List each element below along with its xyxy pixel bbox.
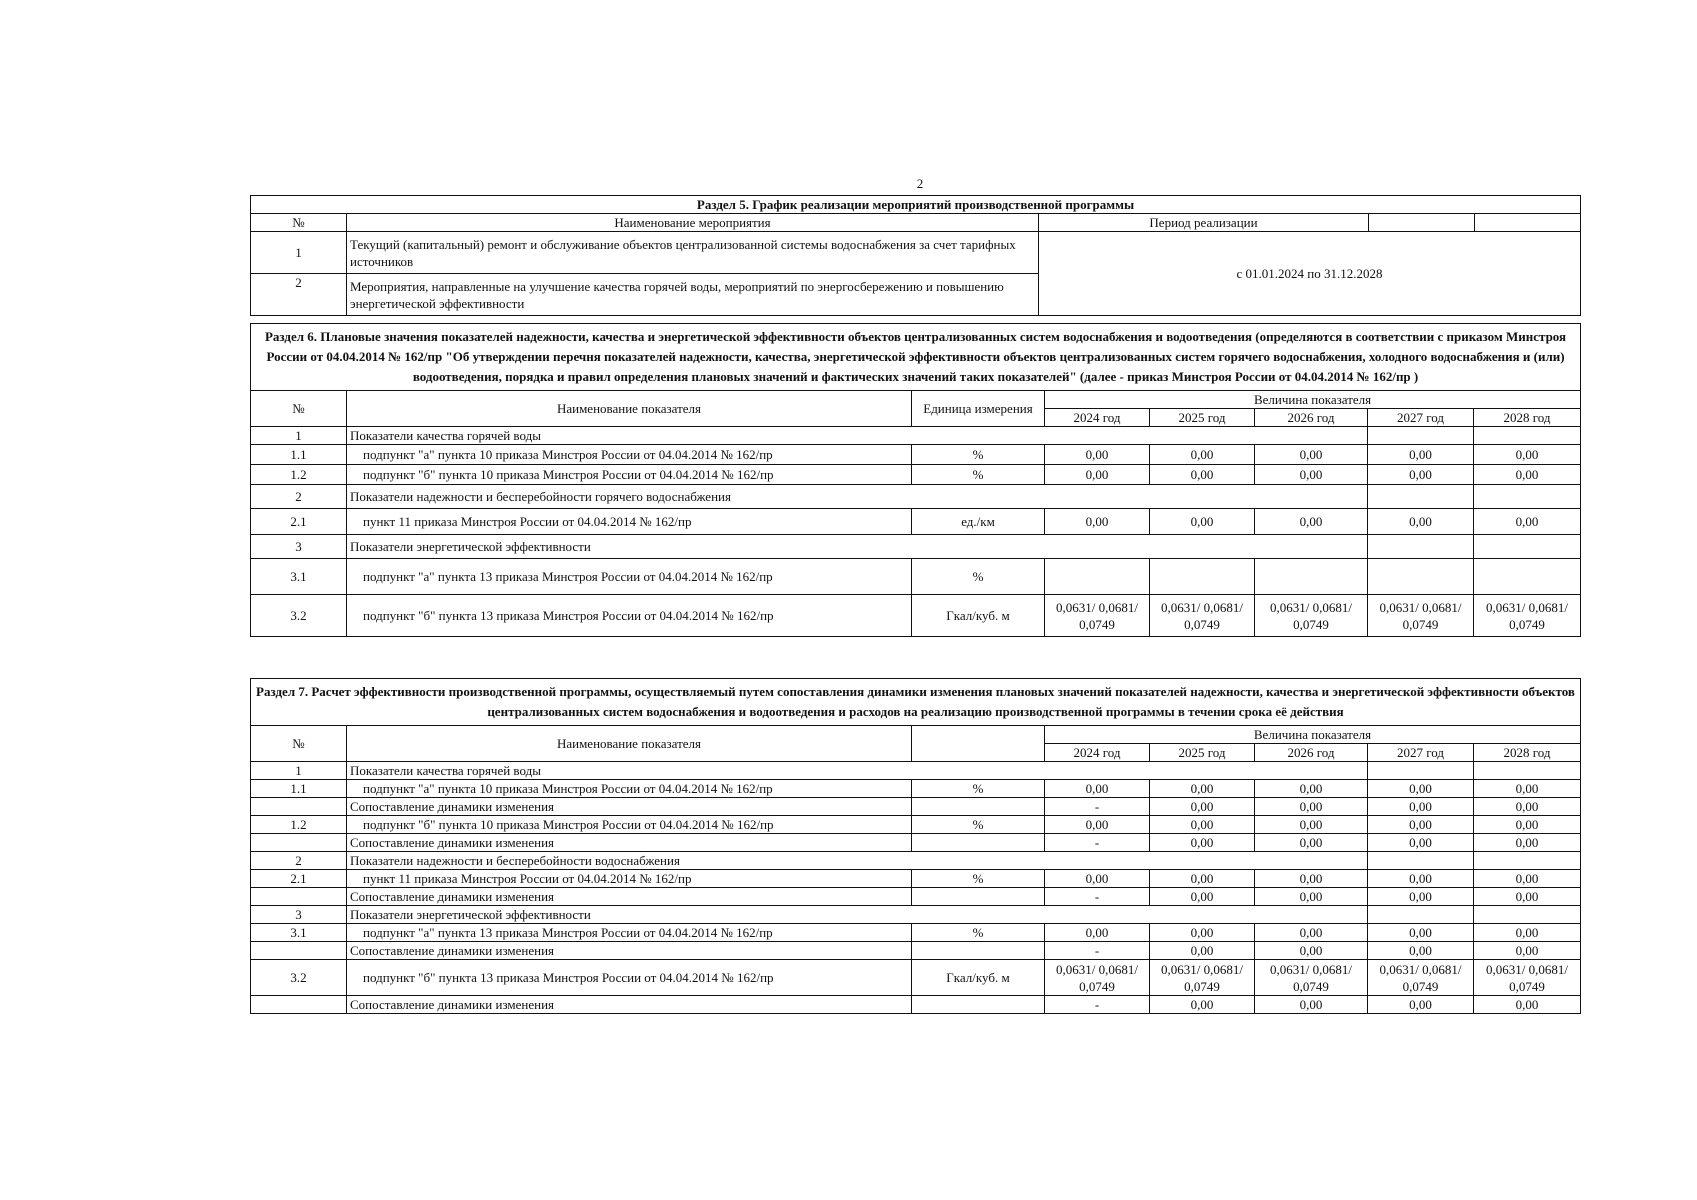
year-header: 2027 год: [1368, 744, 1474, 762]
row-name: подпункт "а" пункта 13 приказа Минстроя России от 04.04.2014 № 162/пр: [347, 559, 912, 595]
row-unit: %: [912, 465, 1045, 485]
page-number: 2: [916, 176, 924, 191]
group-row: [251, 762, 1581, 780]
row-name: подпункт "б" пункта 13 приказа Минстроя России от 04.04.2014 № 162/пр: [347, 960, 912, 996]
row-value: 0,00: [1045, 465, 1150, 485]
row-name: Сопоставление динамики изменения: [347, 834, 912, 852]
row-value: 0,00: [1255, 816, 1368, 834]
row-value: 0,00: [1474, 798, 1581, 816]
row-value: [1045, 559, 1150, 595]
indicator-row: [251, 465, 1581, 485]
row-unit: [912, 942, 1045, 960]
row-unit: %: [912, 559, 1045, 595]
group-row: [251, 535, 1581, 559]
row-value: 0,00: [1368, 509, 1474, 535]
section5-row-no: 2: [251, 274, 347, 316]
section5-table: [250, 195, 1581, 316]
row-unit: Гкал/куб. м: [912, 595, 1045, 637]
row-value: [1255, 559, 1368, 595]
row-value: 0,00: [1255, 942, 1368, 960]
section5-col-period: Период реализации: [1039, 214, 1369, 232]
empty-cell: [1475, 214, 1581, 232]
section5-col-no: №: [251, 214, 347, 232]
row-unit: [912, 996, 1045, 1014]
row-name: Сопоставление динамики изменения: [347, 888, 912, 906]
row-value: 0,00: [1255, 509, 1368, 535]
year-header: 2028 год: [1474, 409, 1581, 427]
row-value: -: [1045, 888, 1150, 906]
row-number: [251, 888, 347, 906]
row-value: 0,00: [1150, 888, 1255, 906]
row-number: [251, 798, 347, 816]
row-value: 0,00: [1474, 816, 1581, 834]
row-value: 0,00: [1368, 445, 1474, 465]
section7-table: [250, 678, 1581, 1014]
row-value: 0,00: [1150, 942, 1255, 960]
row-unit: %: [912, 924, 1045, 942]
row-number: 2.1: [251, 509, 347, 535]
group-row: [251, 852, 1581, 870]
row-unit: %: [912, 870, 1045, 888]
group-row: [251, 485, 1581, 509]
row-number: [251, 996, 347, 1014]
row-value: 0,00: [1255, 780, 1368, 798]
row-number: 2: [251, 852, 347, 870]
row-value: 0,00: [1474, 924, 1581, 942]
row-value: 0,00: [1474, 465, 1581, 485]
row-number: [251, 942, 347, 960]
row-value: 0,0631/ 0,0681/ 0,0749: [1045, 960, 1150, 996]
row-value: 0,00: [1255, 888, 1368, 906]
row-number: 3.1: [251, 924, 347, 942]
row-number: 3.2: [251, 960, 347, 996]
row-unit: [912, 834, 1045, 852]
row-name: подпункт "а" пункта 13 приказа Минстроя России от 04.04.2014 № 162/пр: [347, 924, 912, 942]
row-value: 0,00: [1368, 780, 1474, 798]
row-value: 0,00: [1045, 509, 1150, 535]
row-name: подпункт "а" пункта 10 приказа Минстроя России от 04.04.2014 № 162/пр: [347, 445, 912, 465]
empty-cell: [1369, 214, 1475, 232]
section7-col-no: №: [251, 726, 347, 762]
row-value: 0,00: [1368, 834, 1474, 852]
empty-cell: [1368, 427, 1474, 445]
row-value: 0,0631/ 0,0681/ 0,0749: [1045, 595, 1150, 637]
row-value: 0,0631/ 0,0681/ 0,0749: [1150, 595, 1255, 637]
year-header: 2026 год: [1255, 744, 1368, 762]
row-name: Показатели качества горячей воды: [347, 427, 1368, 445]
indicator-row: [251, 816, 1581, 834]
row-value: 0,0631/ 0,0681/ 0,0749: [1368, 960, 1474, 996]
row-value: 0,00: [1474, 834, 1581, 852]
row-value: 0,00: [1368, 870, 1474, 888]
section5-row-name: Мероприятия, направленные на улучшение качества горячей воды, мероприятий по энергосбережению и повышению энергетической эффективности: [347, 274, 1039, 316]
row-value: 0,00: [1150, 816, 1255, 834]
row-value: 0,00: [1368, 996, 1474, 1014]
row-value: -: [1045, 996, 1150, 1014]
row-value: 0,00: [1474, 509, 1581, 535]
section6-title: Раздел 6. Плановые значения показателей надежности, качества и энергетической эффективности объектов централизованных систем водоснабжения и водоотведения (определяются в соответствии с приказом Минстроя России от 04.04.2014 № 162/пр "Об утверждении перечня показателей надежности, качества, энергетической эффективности объектов централизованных систем горячего водоснабжения, холодного водоснабжения и (или) водоотведения, порядка и правил определения плановых значений и фактических значений таких показателей" (далее - приказ Минстроя России от 04.04.2014 № 162/пр ): [251, 324, 1581, 391]
section5-col-name: Наименование мероприятия: [347, 214, 1039, 232]
row-value: 0,00: [1045, 780, 1150, 798]
year-header: 2024 год: [1045, 409, 1150, 427]
row-value: 0,00: [1474, 870, 1581, 888]
indicator-row: [251, 960, 1581, 996]
comparison-row: [251, 888, 1581, 906]
indicator-row: [251, 870, 1581, 888]
row-value: 0,00: [1150, 780, 1255, 798]
row-value: [1474, 559, 1581, 595]
comparison-row: [251, 798, 1581, 816]
section6-col-name: Наименование показателя: [347, 391, 912, 427]
row-value: 0,00: [1368, 465, 1474, 485]
row-value: -: [1045, 834, 1150, 852]
section6-table: [250, 323, 1581, 637]
row-name: подпункт "б" пункта 10 приказа Минстроя России от 04.04.2014 № 162/пр: [347, 816, 912, 834]
indicator-row: [251, 509, 1581, 535]
row-value: 0,0631/ 0,0681/ 0,0749: [1150, 960, 1255, 996]
row-value: 0,00: [1474, 942, 1581, 960]
row-value: [1368, 559, 1474, 595]
empty-cell: [1368, 485, 1474, 509]
row-number: 1.1: [251, 780, 347, 798]
row-unit: %: [912, 445, 1045, 465]
row-number: [251, 834, 347, 852]
row-value: 0,00: [1368, 888, 1474, 906]
comparison-row: [251, 834, 1581, 852]
row-unit: %: [912, 816, 1045, 834]
row-value: -: [1045, 798, 1150, 816]
row-value: 0,00: [1255, 465, 1368, 485]
section7-col-name: Наименование показателя: [347, 726, 912, 762]
row-value: 0,00: [1368, 924, 1474, 942]
row-value: 0,00: [1474, 996, 1581, 1014]
group-row: [251, 427, 1581, 445]
row-number: 3: [251, 535, 347, 559]
row-value: 0,00: [1255, 924, 1368, 942]
row-value: 0,0631/ 0,0681/ 0,0749: [1255, 595, 1368, 637]
year-header: 2024 год: [1045, 744, 1150, 762]
row-value: 0,00: [1150, 924, 1255, 942]
row-name: подпункт "б" пункта 13 приказа Минстроя России от 04.04.2014 № 162/пр: [347, 595, 912, 637]
row-value: 0,00: [1150, 465, 1255, 485]
row-number: 1.2: [251, 816, 347, 834]
empty-cell: [1474, 535, 1581, 559]
row-value: 0,00: [1045, 445, 1150, 465]
row-number: 3.2: [251, 595, 347, 637]
row-value: 0,00: [1150, 996, 1255, 1014]
year-header: 2025 год: [1150, 744, 1255, 762]
row-value: [1150, 559, 1255, 595]
empty-cell: [1368, 906, 1474, 924]
row-unit: ед./км: [912, 509, 1045, 535]
section7-col-value: Величина показателя: [1045, 726, 1581, 744]
row-value: 0,00: [1255, 445, 1368, 465]
row-value: 0,0631/ 0,0681/ 0,0749: [1368, 595, 1474, 637]
row-number: 3: [251, 906, 347, 924]
empty-cell: [1474, 427, 1581, 445]
row-name: Показатели энергетической эффективности: [347, 535, 1368, 559]
row-value: 0,00: [1474, 780, 1581, 798]
row-name: Сопоставление динамики изменения: [347, 996, 912, 1014]
row-unit: [912, 798, 1045, 816]
row-name: пункт 11 приказа Минстроя России от 04.04.2014 № 162/пр: [347, 509, 912, 535]
row-name: Показатели надежности и бесперебойности горячего водоснабжения: [347, 485, 1368, 509]
row-value: 0,00: [1368, 816, 1474, 834]
row-value: 0,00: [1474, 888, 1581, 906]
empty-cell: [1474, 852, 1581, 870]
row-number: 1: [251, 762, 347, 780]
row-value: 0,00: [1368, 798, 1474, 816]
section5-period: с 01.01.2024 по 31.12.2028: [1039, 232, 1581, 316]
empty-cell: [1474, 906, 1581, 924]
row-value: 0,00: [1150, 509, 1255, 535]
row-unit: %: [912, 780, 1045, 798]
indicator-row: [251, 780, 1581, 798]
row-value: 0,00: [1045, 870, 1150, 888]
empty-cell: [912, 726, 1045, 762]
row-name: Показатели надежности и бесперебойности водоснабжения: [347, 852, 1368, 870]
empty-cell: [1474, 762, 1581, 780]
empty-cell: [1368, 762, 1474, 780]
row-number: 2: [251, 485, 347, 509]
indicator-row: [251, 559, 1581, 595]
row-unit: Гкал/куб. м: [912, 960, 1045, 996]
row-value: -: [1045, 942, 1150, 960]
section6-col-value: Величина показателя: [1045, 391, 1581, 409]
year-header: 2028 год: [1474, 744, 1581, 762]
section5-title: Раздел 5. График реализации мероприятий производственной программы: [251, 196, 1581, 214]
row-value: 0,00: [1150, 870, 1255, 888]
section5-row-no: 1: [251, 232, 347, 274]
year-header: 2025 год: [1150, 409, 1255, 427]
row-number: 3.1: [251, 559, 347, 595]
row-value: 0,00: [1255, 798, 1368, 816]
row-name: подпункт "а" пункта 10 приказа Минстроя России от 04.04.2014 № 162/пр: [347, 780, 912, 798]
section7-title: Раздел 7. Расчет эффективности производственной программы, осуществляемый путем сопоставления динамики изменения плановых значений показателей надежности, качества и энергетической эффективности объектов централизованных систем водоснабжения и водоотведения и расходов на реализацию производственной программы в течении срока её действия: [251, 679, 1581, 726]
year-header: 2026 год: [1255, 409, 1368, 427]
indicator-row: [251, 445, 1581, 465]
row-number: 1: [251, 427, 347, 445]
section6-col-unit: Единица измерения: [912, 391, 1045, 427]
row-value: 0,0631/ 0,0681/ 0,0749: [1255, 960, 1368, 996]
comparison-row: [251, 996, 1581, 1014]
row-name: пункт 11 приказа Минстроя России от 04.04.2014 № 162/пр: [347, 870, 912, 888]
row-name: Показатели энергетической эффективности: [347, 906, 1368, 924]
row-name: подпункт "б" пункта 10 приказа Минстроя России от 04.04.2014 № 162/пр: [347, 465, 912, 485]
row-unit: [912, 888, 1045, 906]
indicator-row: [251, 924, 1581, 942]
row-number: 1.2: [251, 465, 347, 485]
indicator-row: [251, 595, 1581, 637]
row-value: 0,00: [1474, 445, 1581, 465]
section6-col-no: №: [251, 391, 347, 427]
row-number: 1.1: [251, 445, 347, 465]
row-number: 2.1: [251, 870, 347, 888]
row-name: Показатели качества горячей воды: [347, 762, 1368, 780]
row-value: 0,00: [1255, 870, 1368, 888]
row-value: 0,0631/ 0,0681/ 0,0749: [1474, 595, 1581, 637]
year-header: 2027 год: [1368, 409, 1474, 427]
empty-cell: [1368, 852, 1474, 870]
row-value: 0,00: [1150, 798, 1255, 816]
group-row: [251, 906, 1581, 924]
row-value: 0,00: [1045, 816, 1150, 834]
row-value: 0,00: [1368, 942, 1474, 960]
row-value: 0,00: [1150, 834, 1255, 852]
row-value: 0,00: [1150, 445, 1255, 465]
row-name: Сопоставление динамики изменения: [347, 798, 912, 816]
row-name: Сопоставление динамики изменения: [347, 942, 912, 960]
row-value: 0,00: [1255, 834, 1368, 852]
empty-cell: [1474, 485, 1581, 509]
row-value: 0,00: [1255, 996, 1368, 1014]
comparison-row: [251, 942, 1581, 960]
row-value: 0,00: [1045, 924, 1150, 942]
empty-cell: [1368, 535, 1474, 559]
section5-row-name: Текущий (капитальный) ремонт и обслуживание объектов централизованной системы водоснабжения за счет тарифных источников: [347, 232, 1039, 274]
row-value: 0,0631/ 0,0681/ 0,0749: [1474, 960, 1581, 996]
